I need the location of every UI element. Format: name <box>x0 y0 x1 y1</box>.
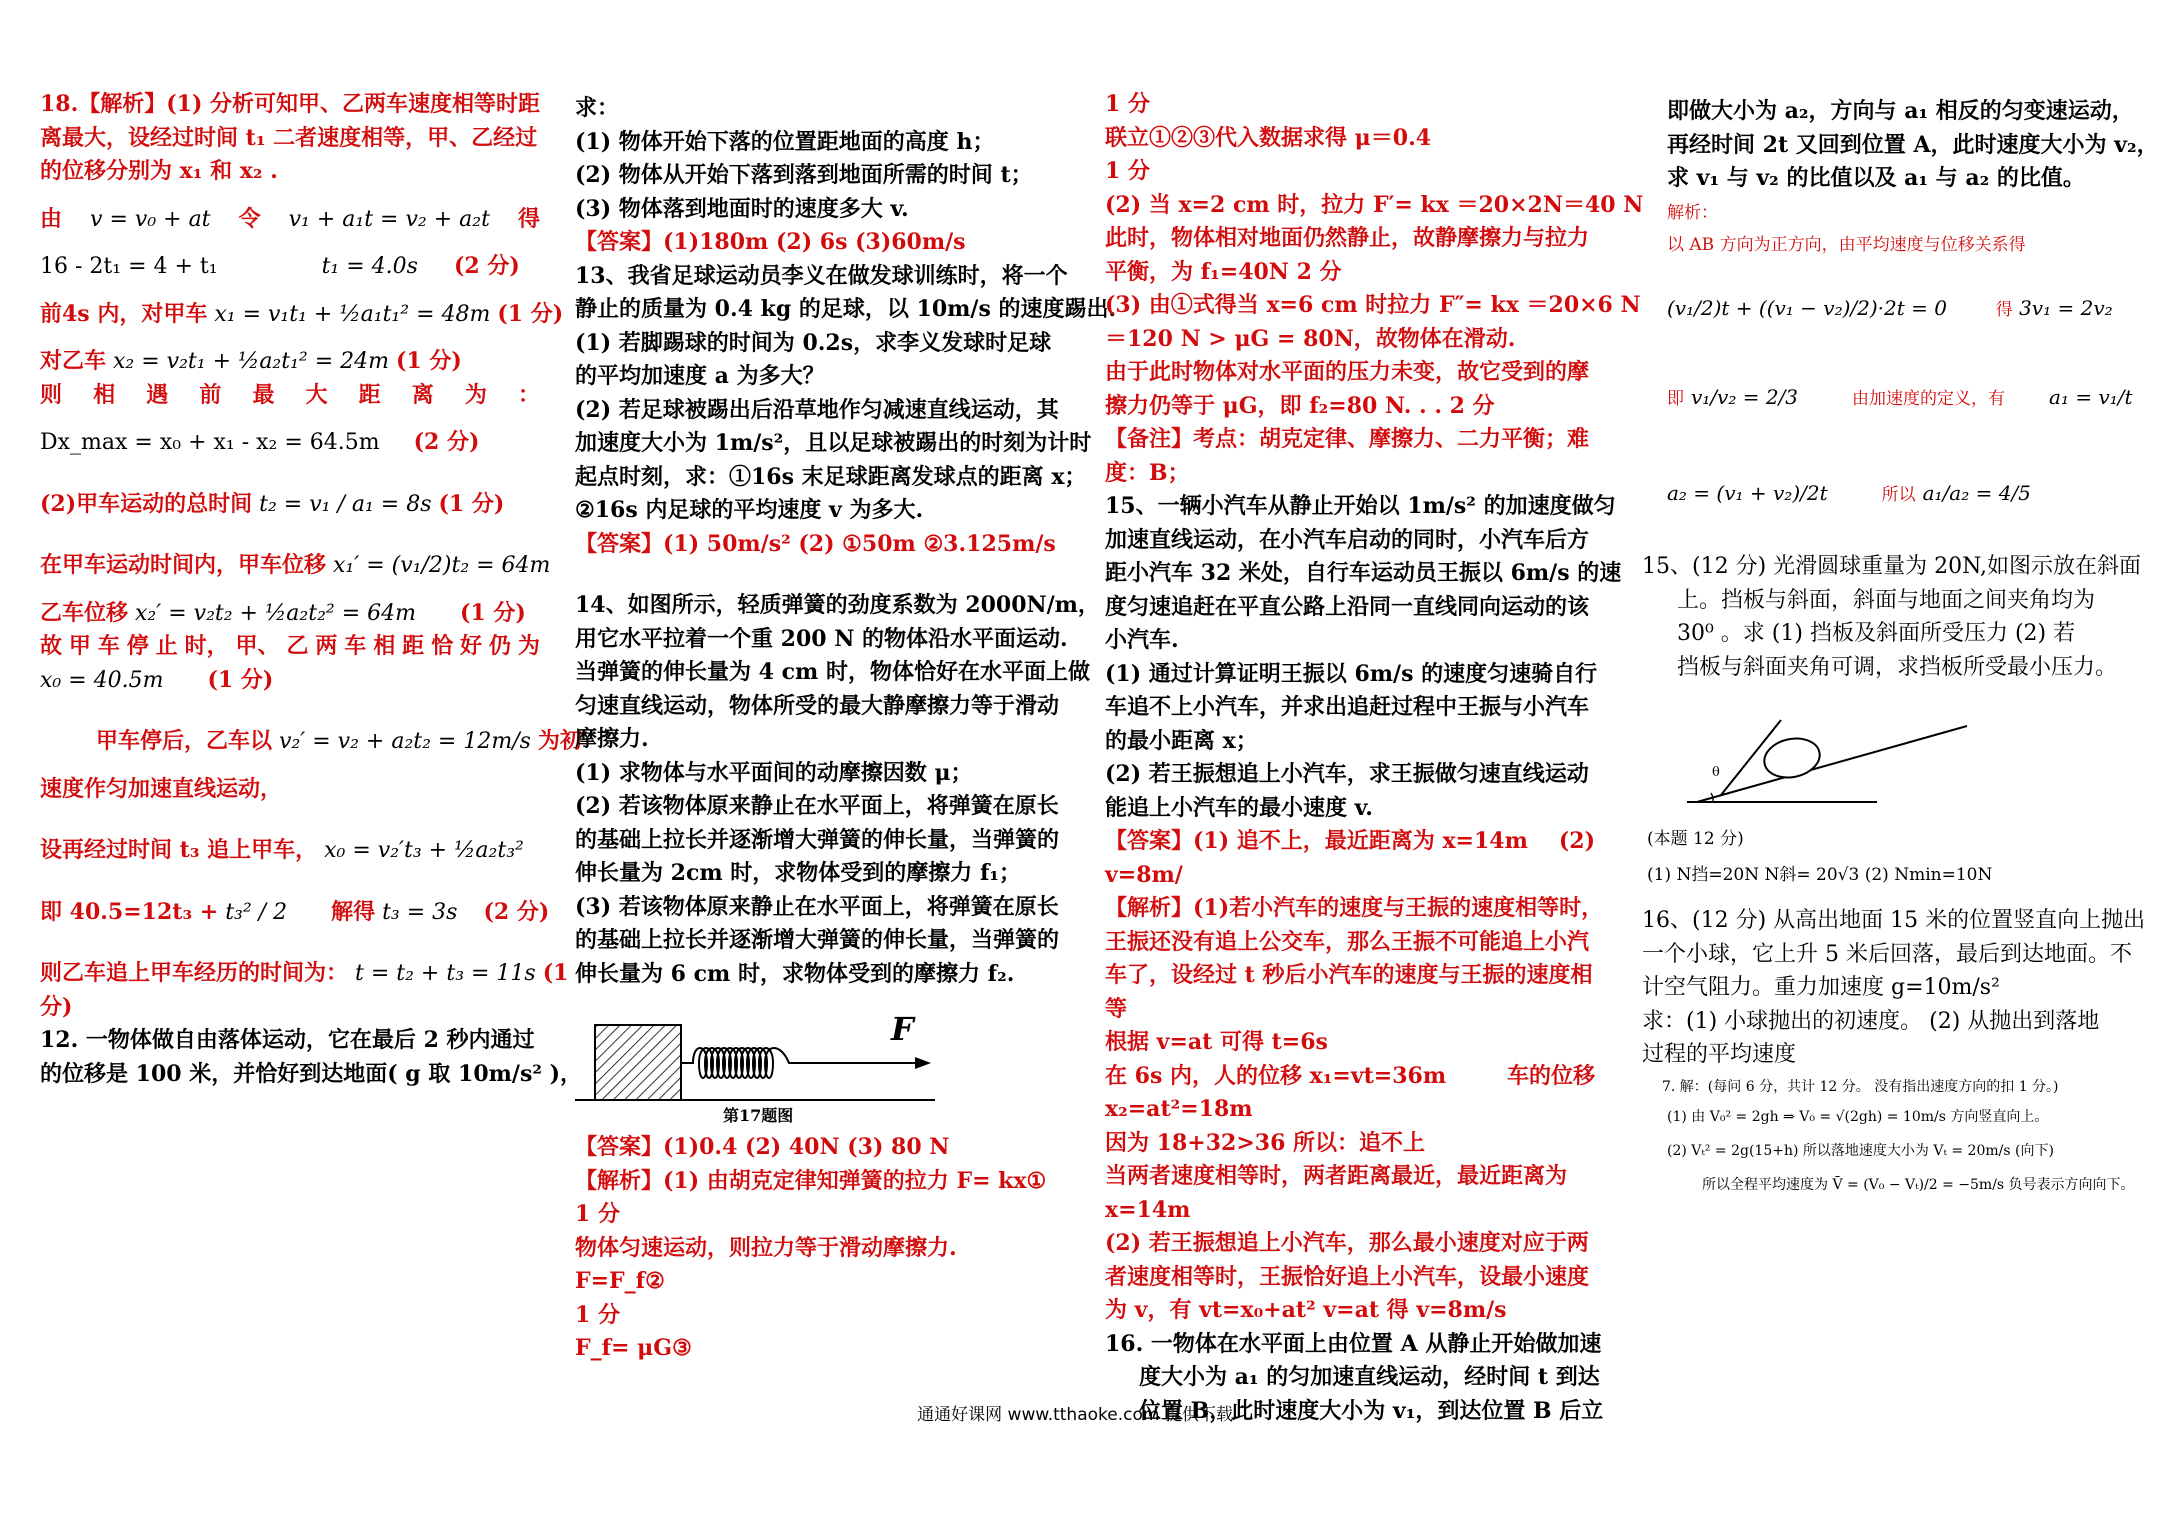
q15-analysis: (2) 若王振想追上小汽车，那么最小速度对应于两 <box>1105 1230 1589 1256</box>
column-1 <box>40 88 583 1091</box>
footer-credit: 通通好课网 www.tthaoke.com 提供下载 <box>917 1405 1233 1425</box>
q16b-solution: 所以全程平均速度为 V̄ = (V₀ − Vₜ)/2 = −5m/s 负号表示方向向下。 <box>1702 1176 2135 1193</box>
q12-question-line: (1) 物体开始下落的位置距地面的高度 h； <box>575 128 995 155</box>
column-3 <box>1105 88 1644 1428</box>
q16b-question-line: 求：(1) 小球抛出的初速度。 (2) 从抛出到落地 <box>1642 1008 2100 1034</box>
q14-analysis: 此时，物体相对地面仍然静止，故静摩擦力与拉力 <box>1105 225 1590 251</box>
q18-spaced-line: 则 相 遇 前 最 大 距 离 为 ： <box>40 381 540 408</box>
q16-question-line: 度大小为 a₁ 的匀加速直线运动，经时间 t 到达 <box>1139 1364 1600 1390</box>
q15-analysis: 车了，设经过 t 秒后小汽车的速度与王振的速度相 <box>1105 962 1593 988</box>
q18-equation-row: 即 40.5=12t₃ + t₃² / 2 解得 t₃ = 3s (2 分) <box>40 898 550 925</box>
figure-caption: 第17题图 <box>723 1106 794 1125</box>
block-shape <box>595 1025 681 1100</box>
q14-analysis: ＝120 N > μG = 80N，故物体在滑动. <box>1105 325 1516 352</box>
q18-equation-row: 乙车位移 x₂′ = v₂t₂ + ½a₂t₂² = 64m (1 分) <box>40 599 526 626</box>
q18-equation-row: 甲车停后，乙车以 v₂′ = v₂ + a₂t₂ = 12m/s 为初 <box>96 728 582 754</box>
q13-question-line: 的平均加速度 a 为多大？ <box>575 363 825 389</box>
q14-analysis: (2) 当 x=2 cm 时，拉力 F′= kx ＝20×2N＝40 N <box>1105 191 1644 218</box>
q15-question-line: 的最小距离 x； <box>1105 727 1258 754</box>
q14-analysis: 1 分 <box>1105 91 1150 117</box>
q15-analysis: x₂=at²=18m <box>1105 1096 1253 1122</box>
q18-equation-row: 由 v = v₀ + at 令 v₁ + a₁t = v₂ + a₂t 得 <box>40 205 540 232</box>
arrow-head-icon <box>915 1057 931 1069</box>
q15-analysis: 因为 18+32>36 所以：追不上 <box>1105 1129 1426 1156</box>
q18-equation-row: 对乙车 x₂ = v₂t₁ + ½a₂t₁² = 24m (1 分) <box>40 348 462 374</box>
q12-question-line: 求： <box>575 95 620 121</box>
q13-answer: 【答案】(1) 50m/s² (2) ①50m ②3.125m/s <box>575 530 1056 557</box>
q14-analysis: F=F_f② <box>575 1268 665 1294</box>
q15-answer: 【答案】(1) 追不上，最近距离为 x=14m (2) <box>1105 828 1595 854</box>
q14-question-line: 伸长量为 2cm 时，求物体受到的摩擦力 f₁； <box>575 860 1022 886</box>
q16-question-line: 位置 B，此时速度大小为 v₁，到达位置 B 后立 <box>1139 1397 1604 1424</box>
incline-line <box>1697 726 1967 802</box>
q12-answer: 【答案】(1)180m (2) 6s (3)60m/s <box>575 229 966 255</box>
column-2 <box>575 92 1117 1366</box>
q18-spaced-line: 故 甲 车 停 止 时， 甲、 乙 两 车 相 距 恰 好 仍 为 <box>40 633 540 659</box>
q16b-question-line: 过程的平均速度 <box>1642 1042 1797 1067</box>
q18-equation-row: 前4s 内，对甲车 x₁ = v₁t₁ + ½a₁t₁² = 48m (1 分) <box>40 300 564 327</box>
q18-equation-row: (2)甲车运动的总时间 t₂ = v₁ / a₁ = 8s (1 分) <box>40 490 505 517</box>
q15-question-line: 车追不上小汽车，并求出追赶过程中王振与小汽车 <box>1105 694 1590 720</box>
q14-analysis: 联立①②③代入数据求得 μ＝0.4 <box>1105 124 1432 151</box>
q18-equation-row: x₀ = 40.5m (1 分) <box>40 666 274 693</box>
q15-analysis: 者速度相等时，王振恰好追上小汽车，设最小速度 <box>1105 1263 1590 1290</box>
q14-question-line: (2) 若该物体原来静止在水平面上，将弹簧在原长 <box>575 793 1059 819</box>
q13-question-line: 静止的质量为 0.4 kg 的足球，以 10m/s 的速度踢出. <box>575 296 1117 322</box>
q14-analysis: 擦力仍等于 μG，即 f₂=80 N. . . 2 分 <box>1105 392 1495 419</box>
q15b-question-line: 上。挡板与斜面，斜面与地面之间夹角均为 <box>1677 587 2096 613</box>
q14-analysis: 【解析】(1) 由胡克定律知弹簧的拉力 F= kx① <box>575 1167 1047 1194</box>
q14-analysis: 1 分 <box>575 1301 620 1328</box>
q12-question-line: (2) 物体从开始下落到落到地面所需的时间 t； <box>575 162 1033 188</box>
q14-answer: 【答案】(1)0.4 (2) 40N (3) 80 N <box>575 1134 950 1160</box>
q16-equation-3: a₂ = (v₁ + v₂)/2t 所以 a₁/a₂ = 4/5 <box>1667 480 2031 505</box>
q15-analysis: 在 6s 内，人的位移 x₁=vt=36m 车的位移 <box>1105 1062 1595 1089</box>
q18-solution-line: 的位移分别为 x₁ 和 x₂ . <box>40 158 278 184</box>
q15-question-line: 小汽车. <box>1105 627 1179 653</box>
q15-analysis: 根据 v=at 可得 t=6s <box>1105 1029 1328 1055</box>
q15b-answer-label: (本题 12 分) <box>1647 829 1744 849</box>
q14-question-line: (1) 求物体与水平面间的动摩擦因数 μ； <box>575 759 973 786</box>
q13-question-line: ②16s 内足球的平均速度 v 为多大. <box>575 497 924 523</box>
q14-remark: 【备注】考点：胡克定律、摩擦力、二力平衡；难 <box>1105 426 1590 452</box>
q18-equation-row: 16 - 2t₁ = 4 + t₁ t₁ = 4.0s (2 分) <box>40 253 520 279</box>
q14-question-line: 14、如图所示，轻质弹簧的劲度系数为 2000N/m， <box>575 592 1100 618</box>
q16-question-line: 再经时间 2t 又回到位置 A，此时速度大小为 v₂， <box>1667 131 2159 158</box>
q18-equation-row: Dx_max = x₀ + x₁ - x₂ = 64.5m (2 分) <box>40 429 480 455</box>
q15-question-line: 度匀速追赶在平直公路上沿同一直线同向运动的该 <box>1105 593 1590 620</box>
angle-label: θ <box>1712 765 1720 780</box>
q16-equation-2: 即 v₁/v₂ = 2/3 由加速度的定义，有 a₁ = v₁/t <box>1667 385 2133 409</box>
q16b-question-line: 一个小球，它上升 5 米后回落，最后到达地面。不 <box>1642 941 2132 967</box>
q14-question-line: 的基础上拉长并逐渐增大弹簧的伸长量，当弹簧的 <box>575 826 1060 853</box>
q18-equation-row: 设再经过时间 t₃ 追上甲车， x₀ = v₂′t₃ + ½a₂t₃² <box>40 837 524 863</box>
ball-shape <box>1761 734 1824 783</box>
q14-analysis: 1 分 <box>1105 158 1150 184</box>
column-4 <box>1632 95 2159 1202</box>
spring-block-figure <box>575 1010 955 1131</box>
q15-question-line: (2) 若王振想追上小汽车，求王振做匀速直线运动 <box>1105 761 1589 787</box>
q16-question-line: 求 v₁ 与 v₂ 的比值以及 a₁ 与 a₂ 的比值。 <box>1667 165 2085 191</box>
q16b-question-line: 计空气阻力。重力加速度 g=10m/s² <box>1642 975 2000 1000</box>
q14-question-line: 当弹簧的伸长量为 4 cm 时，物体恰好在水平面上做 <box>575 659 1090 685</box>
q18-equation-row: 则乙车追上甲车经历的时间为： t = t₂ + t₃ = 11s (1 <box>40 960 569 986</box>
q15-analysis: 【解析】(1)若小汽车的速度与王振的速度相等时， <box>1105 895 1604 921</box>
q13-question-line: (1) 若脚踢球的时间为 0.2s，求李义发球时足球 <box>575 329 1052 356</box>
q16b-question-line: 16、(12 分) 从高出地面 15 米的位置竖直向上抛出 <box>1642 908 2146 933</box>
q18-equation-row: 在甲车运动时间内，甲车位移 x₁′ = (v₁/2)t₂ = 64m <box>40 552 551 578</box>
q12-question-line: 12. 一物体做自由落体运动，它在最后 2 秒内通过 <box>40 1027 535 1053</box>
q15-question-line: (1) 通过计算证明王振以 6m/s 的速度匀速骑自行 <box>1105 660 1598 687</box>
q15-answer: v=8m/ <box>1105 861 1183 888</box>
q14-analysis: 平衡，为 f₁=40N 2 分 <box>1105 258 1342 285</box>
q14-question-line: 的基础上拉长并逐渐增大弹簧的伸长量，当弹簧的 <box>575 927 1060 953</box>
q15-question-line: 15、一辆小汽车从静止开始以 1m/s² 的加速度做匀 <box>1105 493 1616 519</box>
q18-solution-line: 18.【解析】(1) 分析可知甲、乙两车速度相等时距 <box>40 91 541 117</box>
q14-analysis: 物体匀速运动，则拉力等于滑动摩擦力. <box>575 1234 957 1261</box>
q15-analysis: x=14m <box>1105 1196 1191 1223</box>
q15-analysis: 当两者速度相等时，两者距离最近，最近距离为 <box>1105 1163 1568 1189</box>
q14-question-line: 匀速直线运动，物体所受的最大静摩擦力等于滑动 <box>575 692 1060 719</box>
q15-question-line: 能追上小汽车的最小速度 v. <box>1105 794 1373 821</box>
q15-question-line: 距小汽车 32 米处，自行车运动员王振以 6m/s 的速 <box>1105 560 1622 586</box>
q13-question-line: (2) 若足球被踢出后沿草地作匀减速直线运动，其 <box>575 396 1059 423</box>
q13-question-line: 起点时刻，求：①16s 末足球距离发球点的距离 x； <box>575 463 1087 490</box>
q14-analysis: 由于此时物体对水平面的压力未变，故它受到的摩 <box>1105 359 1590 385</box>
q16-equation-1: (v₁/2)t + ((v₁ − v₂)/2)·2t = 0 得 3v₁ = 2v₂ <box>1667 295 2113 320</box>
spring-coil-icon <box>681 1048 801 1078</box>
q16-question-line: 即做大小为 a₂，方向与 a₁ 相反的匀变速运动， <box>1667 98 2134 124</box>
q16b-solution: (2) Vₜ² = 2g(15+h) 所以落地速度大小为 Vₜ = 20m/s (向下) <box>1667 1142 2054 1159</box>
q15b-answer: (1) N挡=20N N斜= 20√3 (2) Nmin=10N <box>1647 865 1993 885</box>
q16-analysis: 以 AB 方向为正方向，由平均速度与位移关系得 <box>1667 234 2026 255</box>
q14-question-line: 伸长量为 6 cm 时，求物体受到的摩擦力 f₂. <box>575 960 1015 987</box>
incline-ball-diagram <box>1677 702 1977 822</box>
q13-question-line: 13、我省足球运动员李义在做发球训练时，将一个 <box>575 262 1068 289</box>
q18-solution-line: 分) <box>40 993 73 1020</box>
q12-question-line: (3) 物体落到地面时的速度多大 v. <box>575 195 909 222</box>
q13-question-line: 加速度大小为 1m/s²，且以足球被踢出的时刻为计时 <box>575 430 1092 456</box>
q14-question-line: 摩擦力. <box>575 726 649 752</box>
q14-remark: 度：B； <box>1105 459 1190 486</box>
q15b-question-line: 15、(12 分) 光滑圆球重量为 20N,如图示放在斜面 <box>1642 554 2141 579</box>
q15-analysis: 为 v，有 vt=x₀+at² v=at 得 v=8m/s <box>1105 1297 1507 1323</box>
q16-question-line: 16. 一物体在水平面上由位置 A 从静止开始做加速 <box>1105 1330 1602 1357</box>
q12-question-line: 的位移是 100 米，并恰好到达地面( g 取 10m/s² )， <box>40 1060 583 1087</box>
q15-analysis: 王振还没有追上公交车，那么王振不可能追上小汽 <box>1105 928 1590 955</box>
q18-solution-line: 速度作匀加速直线运动， <box>40 775 283 802</box>
q14-question-line: 用它水平拉着一个重 200 N 的物体沿水平面运动. <box>575 625 1068 652</box>
q16-analysis-label: 解析： <box>1667 202 1718 223</box>
q15-question-line: 加速直线运动，在小汽车启动的同时，小汽车后方 <box>1105 526 1590 553</box>
q15-analysis: 等 <box>1105 995 1128 1022</box>
q14-analysis: F_f= μG③ <box>575 1335 692 1361</box>
q16b-solution: (1) 由 V₀² = 2gh ⇒ V₀ = √(2gh) = 10m/s 方向竖直向上。 <box>1667 1108 2049 1125</box>
q14-analysis: (3) 由①式得当 x=6 cm 时拉力 F″= kx ＝20×6 N <box>1105 292 1641 318</box>
q15b-question-line: 挡板与斜面夹角可调，求挡板所受最小压力。 <box>1677 654 2118 680</box>
incline-ball-figure <box>1632 702 2132 832</box>
q15b-question-line: 30⁰ 。求 (1) 挡板及斜面所受压力 (2) 若 <box>1677 621 2076 646</box>
q16b-solution: 7. 解：(每问 6 分，共计 12 分。 没有指出速度方向的扣 1 分。) <box>1662 1078 2059 1095</box>
q14-analysis: 1 分 <box>575 1201 620 1227</box>
q18-solution-line: 离最大，设经过时间 t₁ 二者速度相等，甲、乙经过 <box>40 124 538 151</box>
q14-question-line: (3) 若该物体原来静止在水平面上，将弹簧在原长 <box>575 893 1059 920</box>
force-label: F <box>891 1010 914 1048</box>
